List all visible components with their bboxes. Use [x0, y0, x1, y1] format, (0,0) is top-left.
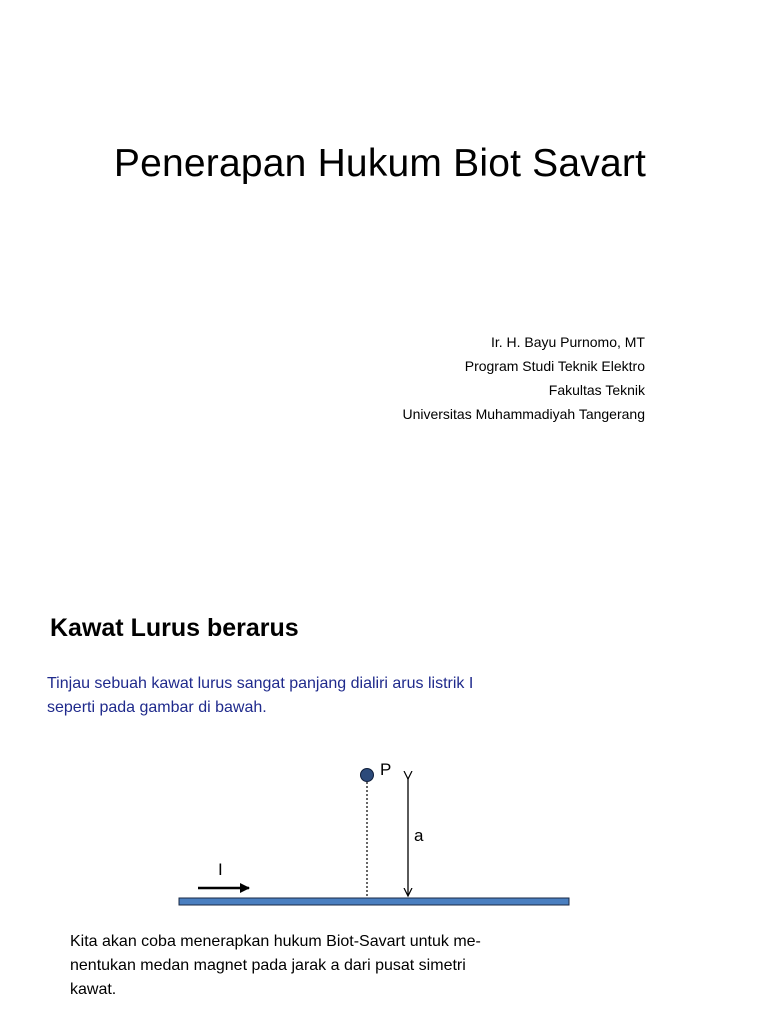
slide-title: Penerapan Hukum Biot Savart: [113, 142, 647, 185]
closing-paragraph: [70, 930, 540, 1002]
author-program: Program Studi Teknik Elektro: [464, 358, 645, 374]
author-university: Universitas Muhammadiyah Tangerang: [402, 406, 645, 422]
current-i-label: I: [218, 860, 223, 879]
intro-line-2: seperti pada gambar di bawah.: [47, 699, 267, 716]
author-name: Ir. H. Bayu Purnomo, MT: [490, 334, 645, 350]
author-faculty: Fakultas Teknik: [548, 382, 645, 398]
closing-line-2: nentukan medan magnet pada jarak a dari pusat simetri: [70, 957, 466, 974]
point-p-label: P: [380, 760, 392, 779]
section-heading: Kawat Lurus berarus: [50, 614, 299, 642]
closing-line-1: Kita akan coba menerapkan hukum Biot-Savart untuk me-: [70, 933, 481, 950]
point-p-marker: [361, 769, 374, 782]
intro-line-1: Tinjau sebuah kawat lurus sangat panjang dialiri arus listrik I: [47, 675, 474, 692]
distance-a-label: a: [414, 826, 424, 845]
straight-wire: [179, 898, 569, 905]
closing-line-3: kawat.: [70, 981, 117, 998]
